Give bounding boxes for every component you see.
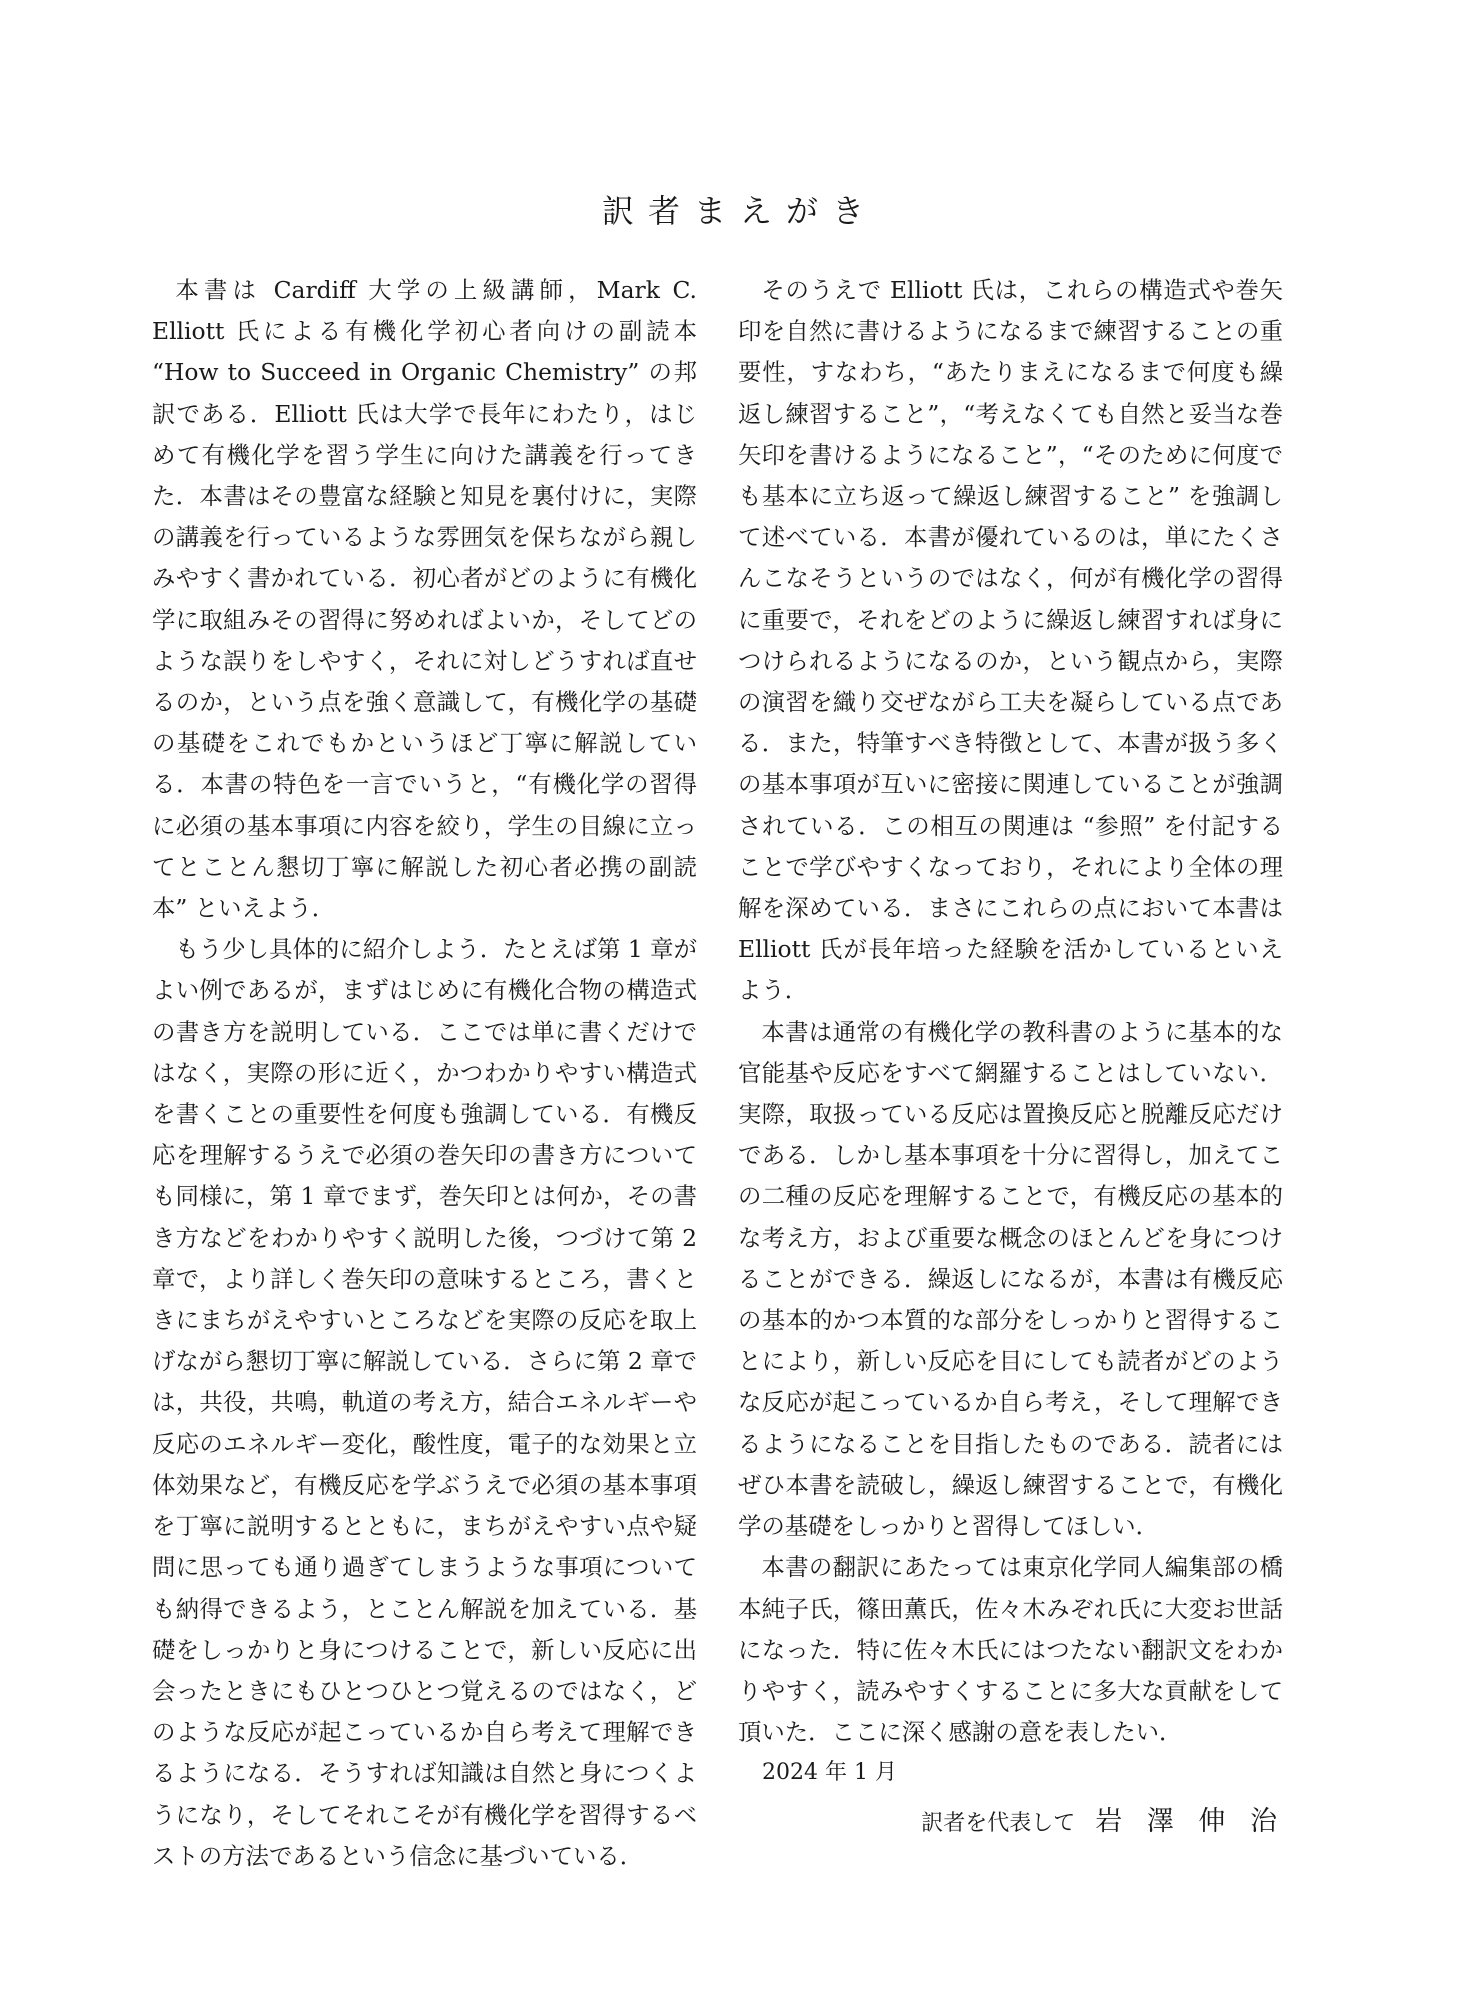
paragraph: 本書の翻訳にあたっては東京化学同人編集部の橋本純子氏，篠田薫氏，佐々木みぞれ氏に大変お世話になった．特に佐々木氏にはつたない翻訳文をわかりやすく，読みやすくすることに多大な貢献をして頂いた．ここに深く感謝の意を表したい． bbox=[738, 1553, 1283, 1747]
paragraph: そのうえで Elliott 氏は，これらの構造式や巻矢印を自然に書けるようになるまで練習することの重要性，すなわち，“あたりまえになるまで何度も繰返し練習すること”，“考えなくても自然と妥当な巻矢印を書けるようになること”，“そのために何度でも基本に立ち返って繰返し練習すること” を強調して述べている．本書が優れているのは，単にたくさんこなそうというのではなく，何が有機化学の習得に重要で，それをどのように繰返し練習すれば身につけられるようになるのか，という観点から，実際の演習を織り交ぜながら工夫を凝らしている点である．また，特筆すべき特徴として、本書が扱う多くの基本事項が互いに密接に関連していることが強調されている．この相互の関連は “参照” を付記することで学びやすくなっており，それにより全体の理解を深めている．まさにこれらの点において本書は Elliott 氏が長年培った経験を活かしているといえよう． bbox=[738, 276, 1283, 1005]
signature-name: 岩 澤 伸 治 bbox=[1095, 1806, 1285, 1837]
signature-prefix: 訳者を代表して bbox=[921, 1811, 1076, 1836]
right-column bbox=[738, 270, 1283, 1753]
left-column bbox=[152, 270, 697, 1877]
date: 2024 年 1 月 bbox=[762, 1760, 897, 1785]
page-title: 訳者まえがき bbox=[601, 192, 878, 230]
paragraph: もう少し具体的に紹介しよう．たとえば第 1 章がよい例であるが，まずはじめに有機化合物の構造式の書き方を説明している．ここでは単に書くだけではなく，実際の形に近く，かつわかりやすい構造式を書くことの重要性を何度も強調している．有機反応を理解するうえで必須の巻矢印の書き方についても同様に，第 1 章でまず，巻矢印とは何か，その書き方などをわかりやすく説明した後，つづけて第 2 章で，より詳しく巻矢印の意味するところ，書くときにまちがえやすいところなどを実際の反応を取上げながら懇切丁寧に解説している．さらに第 2 章では，共役，共鳴，軌道の考え方，結合エネルギーや反応のエネルギー変化，酸性度，電子的な効果と立体効果など，有機反応を学ぶうえで必須の基本事項を丁寧に説明するとともに，まちがえやすい点や疑問に思っても通り過ぎてしまうような事項についても納得できるよう，とことん解説を加えている．基礎をしっかりと身につけることで，新しい反応に出会ったときにもひとつひとつ覚えるのではなく，どのような反応が起こっているか自ら考えて理解できるようになる．そうすれば知識は自然と身につくようになり，そしてそれこそが有機化学を習得するベストの方法であるという信念に基づいている． bbox=[152, 935, 697, 1870]
signature bbox=[921, 1799, 1285, 1838]
paragraph: 本書は Cardiff 大学の上級講師，Mark C. Elliott 氏による有機化学初心者向けの副読本 “How to Succeed in Organic Chemistry” の邦訳である．Elliott 氏は大学で長年にわたり，はじめて有機化学を習う学生に向けた講義を行ってきた．本書はその豊富な経験と知見を裏付けに，実際の講義を行っているような雰囲気を保ちながら親しみやすく書かれている．初心者がどのように有機化学に取組みその習得に努めればよいか，そしてどのような誤りをしやすく，それに対しどうすれば直せるのか，という点を強く意識して，有機化学の基礎の基礎をこれでもかというほど丁寧に解説している．本書の特色を一言でいうと，“有機化学の習得に必須の基本事項に内容を絞り，学生の目線に立ってとことん懇切丁寧に解説した初心者必携の副読本” といえよう． bbox=[152, 276, 697, 923]
paragraph: 本書は通常の有機化学の教科書のように基本的な官能基や反応をすべて網羅することはしていない．実際，取扱っている反応は置換反応と脱離反応だけである．しかし基本事項を十分に習得し，加えてこの二種の反応を理解することで，有機反応の基本的な考え方，および重要な概念のほとんどを身につけることができる．繰返しになるが，本書は有機反応の基本的かつ本質的な部分をしっかりと習得することにより，新しい反応を目にしても読者がどのような反応が起こっているか自ら考え，そして理解できるようになることを目指したものである．読者にはぜひ本書を読破し，繰返し練習することで，有機化学の基礎をしっかりと習得してほしい． bbox=[738, 1017, 1283, 1541]
